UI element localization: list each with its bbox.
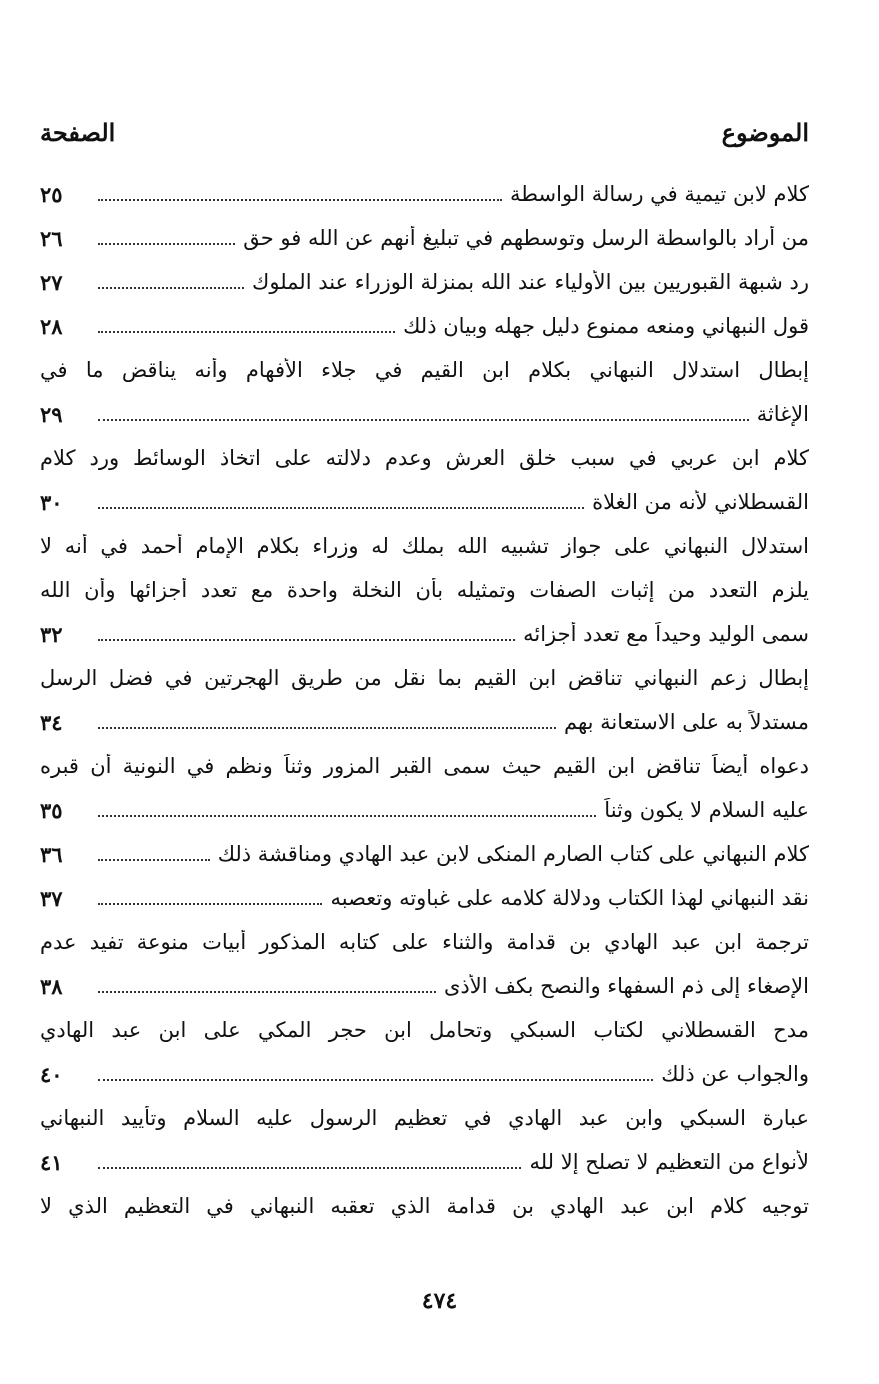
toc-line [40,612,809,656]
toc-line [40,480,809,524]
toc-line [40,568,809,612]
toc-entry-text: إبطال استدلال النبهاني بكلام ابن القيم في جلاء الأفهام وأنه يناقض ما في [40,358,809,382]
dot-leader [98,847,210,861]
toc-page-number: ٣٢ [40,621,63,647]
toc-page-number: ٤١ [40,1149,63,1175]
toc-entry-text: عليه السلام لا يكون وثناً [604,798,809,822]
toc-line [40,304,809,348]
dot-leader [98,319,395,333]
page-number: ٤٧٤ [421,1288,458,1314]
toc-entry-text: الإغاثة [756,402,809,426]
toc-entry-text: إبطال زعم النبهاني تناقض ابن القيم بما نقل من طريق الهجرتين في فضل الرسل [40,666,809,690]
toc-page-number: ٢٧ [40,269,63,295]
toc-line [40,524,809,568]
toc-line [40,920,809,964]
toc-page-number: ٣٦ [40,841,63,867]
toc-line [40,744,809,788]
toc-entry-text: سمى الوليد وحيداً مع تعدد أجزائه [523,622,809,646]
toc-entry-text: مدح القسطلاني لكتاب السبكي وتحامل ابن حجر المكي على ابن عبد الهادي [40,1018,809,1042]
table-of-contents [40,172,809,1228]
toc-line [40,1096,809,1140]
toc-line [40,656,809,700]
toc-entry-text: رد شبهة القبوريين بين الأولياء عند الله بمنزلة الوزراء عند الملوك [252,270,809,294]
dot-leader [98,627,515,641]
dot-leader [98,1067,653,1081]
toc-line [40,216,809,260]
toc-page-number: ٣٥ [40,797,63,823]
toc-entry-text: مستدلاً به على الاستعانة بهم [564,710,809,734]
dot-leader [98,715,556,729]
dot-leader [98,1155,521,1169]
dot-leader [98,407,749,421]
toc-page-number: ٢٩ [40,401,63,427]
toc-entry-text: عبارة السبكي وابن عبد الهادي في تعظيم الرسول عليه السلام وتأييد النبهاني [40,1106,809,1130]
toc-line [40,876,809,920]
toc-line [40,1008,809,1052]
toc-entry-text: يلزم التعدد من إثبات الصفات وتمثيله بأن النخلة واحدة مع تعدد أجزائها وأن الله [40,578,809,602]
dot-leader [98,231,235,245]
toc-entry-text: لأنواع من التعظيم لا تصلح إلا لله [529,1150,809,1174]
toc-line [40,172,809,216]
toc-entry-text: كلام ابن عربي في سبب خلق العرش وعدم دلالته على اتخاذ الوسائط ورد كلام [40,446,809,470]
toc-entry-text: والجواب عن ذلك [661,1062,809,1086]
dot-leader [98,187,502,201]
toc-entry-text: من أراد بالواسطة الرسل وتوسطهم في تبليغ أنهم عن الله فو حق [243,226,809,250]
toc-line [40,1140,809,1184]
toc-line [40,700,809,744]
toc-line [40,436,809,480]
toc-line [40,392,809,436]
toc-entry-text: دعواه أيضاً تناقض ابن القيم حيث سمى القبر المزور وثناً ونظم في النونية أن قبره [40,754,809,778]
toc-page-number: ٣٠ [40,489,63,515]
toc-entry-text: قول النبهاني ومنعه ممنوع دليل جهله وبيان ذلك [403,314,809,338]
toc-entry-text: القسطلاني لأنه من الغلاة [592,490,809,514]
dot-leader [98,891,322,905]
toc-line [40,964,809,1008]
toc-page-number: ٢٨ [40,313,63,339]
toc-line [40,832,809,876]
toc-header [40,112,809,152]
toc-line [40,1184,809,1228]
toc-page-number: ٢٥ [40,181,63,207]
toc-line [40,260,809,304]
toc-page-number: ٣٤ [40,709,63,735]
dot-leader [98,803,596,817]
dot-leader [98,979,436,993]
toc-entry-text: استدلال النبهاني على جواز تشبيه الله بملك له وزراء بكلام الإمام أحمد في أنه لا [40,534,809,558]
toc-page-number: ٤٠ [40,1061,63,1087]
toc-entry-text: كلام لابن تيمية في رسالة الواسطة [510,182,809,206]
toc-page-number: ٢٦ [40,225,63,251]
dot-leader [98,275,244,289]
toc-entry-text: توجيه كلام ابن عبد الهادي بن قدامة الذي تعقبه النبهاني في التعظيم الذي لا [40,1194,809,1218]
toc-entry-text: الإصغاء إلى ذم السفهاء والنصح بكف الأذى [444,974,809,998]
dot-leader [98,495,584,509]
toc-page-number: ٣٨ [40,973,63,999]
toc-line [40,788,809,832]
topic-column-label: الموضوع [721,117,809,147]
toc-line [40,1052,809,1096]
toc-entry-text: ترجمة ابن عبد الهادي بن قدامة والثناء على كتابه المذكور أبيات منوعة تفيد عدم [40,930,809,954]
toc-page-number: ٣٧ [40,885,63,911]
page-column-label: الصفحة [40,117,116,147]
toc-entry-text: نقد النبهاني لهذا الكتاب ودلالة كلامه على غباوته وتعصبه [330,886,809,910]
toc-entry-text: كلام النبهاني على كتاب الصارم المنكى لابن عبد الهادي ومناقشة ذلك [217,842,809,866]
toc-line [40,348,809,392]
